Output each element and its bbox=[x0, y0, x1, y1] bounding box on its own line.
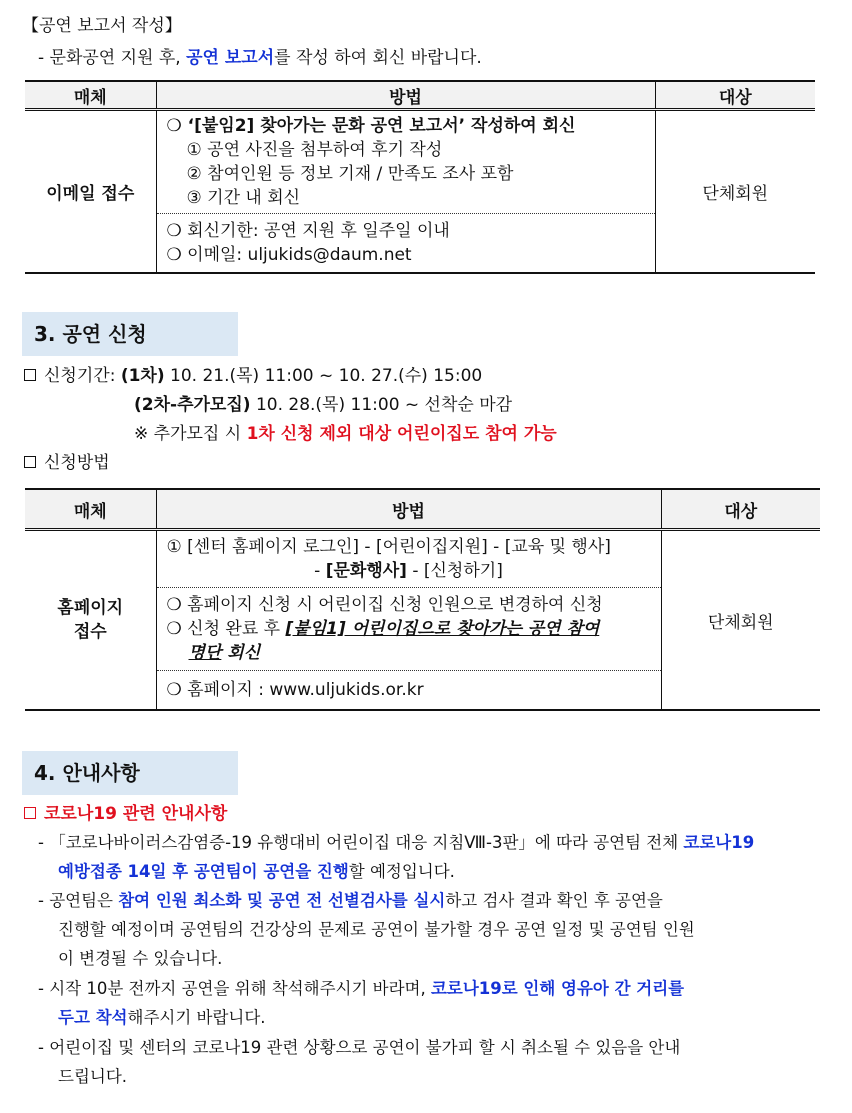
note-highlight: 1차 신청 제외 대상 어린이집도 참여 가능 bbox=[246, 424, 557, 444]
round2-line bbox=[134, 391, 512, 419]
round2-text: 10. 28.(목) 11:00 ~ 선착순 마감 bbox=[255, 395, 513, 415]
report-instruction-suffix: 를 작성 하여 회신 바랍니다. bbox=[274, 48, 482, 68]
application-target-cell: 단체회원 bbox=[707, 612, 774, 633]
application-notes-cell bbox=[156, 588, 661, 671]
square-bullet-icon bbox=[24, 807, 36, 819]
report-contact-cell bbox=[156, 214, 655, 274]
step1-line-b bbox=[167, 559, 651, 583]
square-bullet-icon bbox=[24, 369, 36, 381]
application-step-cell bbox=[156, 530, 661, 588]
notice-2-a-text: - 공연팀은 bbox=[38, 891, 119, 910]
report-table bbox=[25, 80, 815, 274]
report-bullet-main: ❍ ‘[붙임2] 찾아가는 문화 공연 보고서’ 작성하여 회신 bbox=[166, 116, 576, 136]
notice-1-line-b bbox=[58, 858, 455, 886]
report-deadline: ❍ 회신기한: 공연 지원 후 일주일 이내 bbox=[166, 221, 450, 241]
bullet2-emphasis-2: 명단 bbox=[188, 643, 222, 663]
report-step-1: ① 공연 사진을 첨부하여 후기 작성 bbox=[186, 140, 443, 160]
notice-3-b-highlight: 두고 착석 bbox=[58, 1008, 128, 1027]
notice-2-line-a bbox=[38, 887, 663, 915]
step1-b-prefix: - bbox=[314, 561, 326, 581]
report-step-3: ③ 기간 내 회신 bbox=[186, 188, 301, 208]
medium-line-2: 접수 bbox=[73, 622, 107, 642]
notice-3-line-a bbox=[38, 975, 684, 1003]
step1-b-suffix: - [신청하기] bbox=[406, 561, 503, 581]
report-table-header-target: 대상 bbox=[655, 81, 815, 110]
bullet2-emphasis: [붙임1] 어린이집으로 찾아가는 공연 참여 bbox=[285, 619, 600, 639]
notes-bullet-2-cont bbox=[167, 641, 651, 665]
section3-title: 3. 공연 신청 bbox=[22, 312, 238, 356]
report-instruction-highlight: 공연 보고서 bbox=[186, 48, 275, 68]
notice-3-line-b bbox=[58, 1004, 266, 1032]
notice-3-a-highlight: 코로나19로 인해 영유아 간 거리를 bbox=[430, 979, 685, 998]
report-heading: 【공연 보고서 작성】 bbox=[22, 16, 182, 36]
bullet2-prefix: ❍ 신청 완료 후 bbox=[166, 619, 286, 639]
application-homepage-cell: ❍ 홈페이지 : www.uljukids.or.kr bbox=[156, 671, 661, 711]
application-table-header-medium: 매체 bbox=[25, 489, 156, 530]
round2-label: (2차-추가모집) bbox=[134, 395, 251, 415]
report-instruction-prefix: - 문화공연 지원 후, bbox=[38, 48, 187, 68]
notice-1-b-text: 할 예정입니다. bbox=[348, 862, 455, 881]
square-bullet-icon bbox=[24, 456, 36, 468]
notes-bullet-2 bbox=[167, 617, 651, 641]
application-table-header-target: 대상 bbox=[661, 489, 820, 530]
report-method-cell bbox=[156, 110, 655, 214]
notes-bullet-1: ❍ 홈페이지 신청 시 어린이집 신청 인원으로 변경하여 신청 bbox=[166, 595, 603, 615]
medium-line-1: 홈페이지 bbox=[57, 598, 124, 618]
application-table-header-method: 방법 bbox=[156, 489, 661, 530]
notice-2-a-highlight: 참여 인원 최소화 및 공연 전 선별검사를 실시 bbox=[118, 891, 446, 910]
notice-3-b-text: 해주시기 바랍니다. bbox=[127, 1008, 266, 1027]
notice-4-line-a: - 어린이집 및 센터의 코로나19 관련 상황으로 공연이 불가피 할 시 취소될 수 있음을 안내 bbox=[38, 1038, 681, 1057]
section4-title: 4. 안내사항 bbox=[22, 751, 238, 795]
step1-b-bold: [문화행사] bbox=[325, 561, 407, 581]
application-period bbox=[24, 362, 482, 390]
report-table-header-method: 방법 bbox=[156, 81, 655, 110]
notice-1-a-highlight: 코로나19 bbox=[683, 833, 755, 852]
covid-heading bbox=[24, 800, 227, 828]
notice-3-a-text: - 시작 10분 전까지 공연을 위해 착석해주시기 바라며, bbox=[38, 979, 431, 998]
notice-1-a-text: - 「코로나바이러스감염증-19 유행대비 어린이집 대응 지침Ⅷ-3판」에 따라 공연팀 전체 bbox=[38, 833, 684, 852]
notice-2-line-b: 진행할 예정이며 공연팀의 건강상의 문제로 공연이 불가할 경우 공연 일정 및 공연팀 인원 bbox=[58, 920, 695, 939]
note-prefix: ※ 추가모집 시 bbox=[134, 424, 247, 444]
covid-heading-text: 코로나19 관련 안내사항 bbox=[44, 804, 228, 824]
step1-line-a: ① [센터 홈페이지 로그인] - [어린이집지원] - [교육 및 행사] bbox=[166, 537, 611, 557]
period-label: 신청기간: bbox=[44, 366, 116, 386]
report-table-header-medium: 매체 bbox=[25, 81, 156, 110]
application-medium-cell bbox=[25, 530, 156, 711]
notice-2-a-text2: 하고 검사 결과 확인 후 공연을 bbox=[445, 891, 663, 910]
notice-1-line-a bbox=[38, 829, 754, 857]
notice-2-line-c: 이 변경될 수 있습니다. bbox=[58, 949, 223, 968]
notice-1-b-highlight: 예방접종 14일 후 공연팀이 공연을 진행 bbox=[58, 862, 349, 881]
method-label: 신청방법 bbox=[44, 453, 110, 473]
report-target-cell: 단체회원 bbox=[702, 184, 769, 204]
additional-note bbox=[134, 420, 557, 448]
bullet2-suffix: 회신 bbox=[221, 643, 261, 663]
report-instruction bbox=[38, 44, 482, 72]
notice-4-line-b: 드립니다. bbox=[58, 1067, 128, 1086]
round1-label: (1차) bbox=[120, 366, 165, 386]
report-medium-cell: 이메일 접수 bbox=[25, 110, 156, 274]
method-heading bbox=[24, 449, 110, 477]
application-table bbox=[25, 488, 820, 711]
round1-text: 10. 21.(목) 11:00 ~ 10. 27.(수) 15:00 bbox=[170, 366, 483, 386]
report-email: ❍ 이메일: uljukids@daum.net bbox=[166, 245, 412, 265]
report-step-2: ② 참여인원 등 정보 기재 / 만족도 조사 포함 bbox=[186, 164, 514, 184]
